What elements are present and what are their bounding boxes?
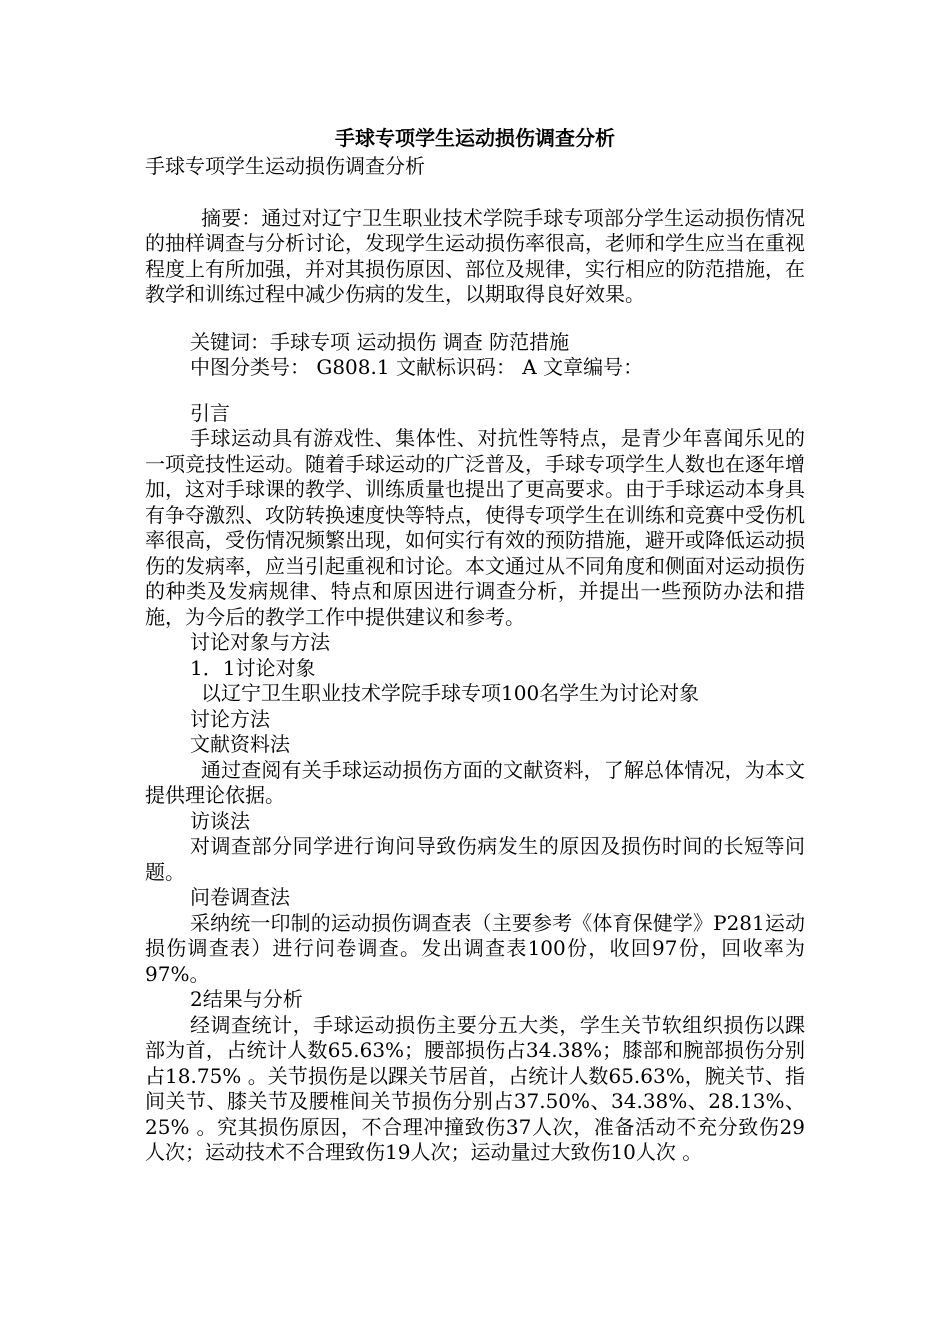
spacer [145,180,805,206]
document-title: 手球专项学生运动损伤调查分析 [335,126,615,150]
spacer [145,308,805,330]
method-questionnaire-heading: 问卷调查法 [190,885,290,909]
section1-heading: 讨论对象与方法 [190,630,330,654]
section1-1-paragraph: 以辽宁卫生职业技术学院手球专项100名学生为讨论对象 [201,681,700,705]
method-questionnaire-paragraph: 采纳统一印制的运动损伤调查表（主要参考《体育保健学》P281运动损伤调查表）进行问卷调查。发出调查表100份，收回97份，回收率为97%。 [145,910,805,986]
method-literature-paragraph: 通过查阅有关手球运动损伤方面的文献资料，了解总体情况，为本文提供理论依据。 [145,757,805,807]
method-interview-paragraph: 对调查部分同学进行询问导致伤病发生的原因及损伤时间的长短等问题。 [145,834,805,884]
methods-heading: 讨论方法 [190,706,270,731]
spacer [145,381,805,401]
document-page [145,122,805,1166]
keywords-line: 关键词：手球专项 运动损伤 调查 防范措施 [190,329,570,354]
intro-heading: 引言 [190,400,230,425]
intro-paragraph: 手球运动具有游戏性、集体性、对抗性等特点，是青少年喜闻乐见的一项竞技性运动。随着手球运动的广泛普及，手球专项学生人数也在逐年增加，这对手球课的教学、训练质量也提出了更高要求。由于手球运动本身具有争夺激烈、攻防转换速度快等特点，使得专项学生在训练和竞赛中受伤机率很高，受伤情况频繁出现，如何实行有效的预防措施，避开或降低运动损伤的发病率，应当引起重视和讨论。本文通过从不同角度和侧面对运动损伤的种类及发病规律、特点和原因进行调查分析，并提出一些预防办法和措施，为今后的教学工作中提供建议和参考。 [145,426,805,629]
abstract-paragraph: 摘要：通过对辽宁卫生职业技术学院手球专项部分学生运动损伤情况的抽样调查与分析讨论，发现学生运动损伤率很高，老师和学生应当在重视程度上有所加强，并对其损伤原因、部位及规律，实行相应的防范措施，在教学和训练过程中减少伤病的发生，以期取得良好效果。 [145,205,805,306]
section2-paragraph: 经调查统计，手球运动损伤主要分五大类，学生关节软组织损伤以踝部为首，占统计人数65.63%；腰部损伤占34.38%；膝部和腕部损伤分别占18.75% 。关节损伤是以踝关节居首，占统计人数65.63%，腕关节、指间关节、膝关节及腰椎间关节损伤分别占37.50%、34.38%、28.13%、25% 。究其损伤原因，不合理冲撞致伤37人次，准备活动不充分致伤29人次；运动技术不合理致伤19人次；运动量过大致伤10人次 。 [145,1012,805,1164]
method-interview-heading: 访谈法 [190,808,250,833]
section2-heading: 2结果与分析 [190,987,303,1011]
document-subtitle: 手球专项学生运动损伤调查分析 [145,154,425,178]
method-literature-heading: 文献资料法 [190,732,290,756]
section1-1-heading: 1．1讨论对象 [190,655,316,680]
classification-line: 中图分类号： G808.1 文献标识码： A 文章编号： [190,355,644,379]
